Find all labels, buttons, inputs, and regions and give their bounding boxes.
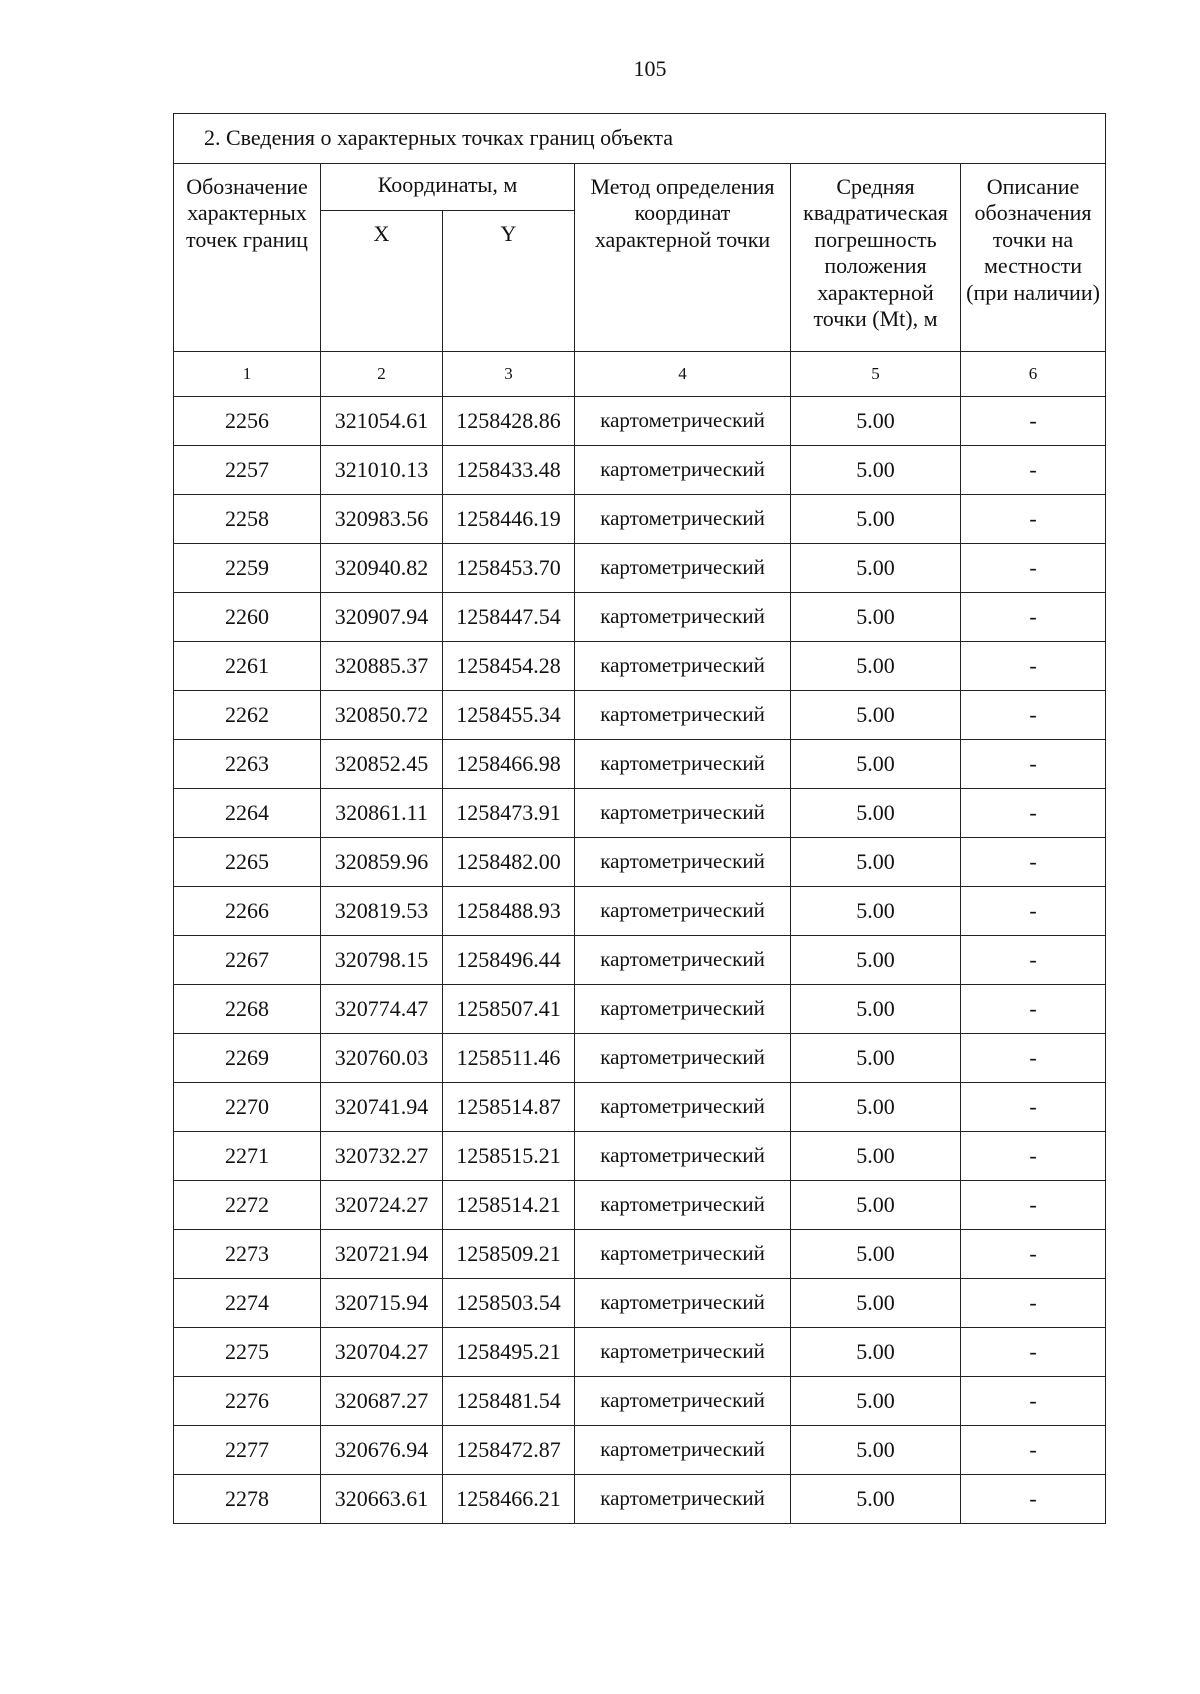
point-id-cell: 2262 xyxy=(174,691,321,740)
description-cell: - xyxy=(961,1279,1106,1328)
method-cell: картометрический xyxy=(575,1279,791,1328)
method-cell: картометрический xyxy=(575,642,791,691)
accuracy-cell: 5.00 xyxy=(791,838,961,887)
y-coordinate-cell: 1258509.21 xyxy=(443,1230,575,1279)
description-cell: - xyxy=(961,936,1106,985)
accuracy-cell: 5.00 xyxy=(791,544,961,593)
header-row-top xyxy=(174,164,1106,211)
point-id-cell: 2267 xyxy=(174,936,321,985)
column-number: 1 xyxy=(174,352,321,397)
header-x: X xyxy=(321,211,443,352)
accuracy-cell: 5.00 xyxy=(791,887,961,936)
point-id-cell: 2274 xyxy=(174,1279,321,1328)
table-row xyxy=(174,1230,1106,1279)
x-coordinate-cell: 320861.11 xyxy=(321,789,443,838)
x-coordinate-cell: 320715.94 xyxy=(321,1279,443,1328)
table-row xyxy=(174,1328,1106,1377)
x-coordinate-cell: 320676.94 xyxy=(321,1426,443,1475)
accuracy-cell: 5.00 xyxy=(791,740,961,789)
method-cell: картометрический xyxy=(575,1475,791,1524)
accuracy-cell: 5.00 xyxy=(791,593,961,642)
header-coordinates: Координаты, м xyxy=(321,164,575,211)
table-row xyxy=(174,838,1106,887)
header-method: Метод определения координат характерной точки xyxy=(575,164,791,352)
y-coordinate-cell: 1258495.21 xyxy=(443,1328,575,1377)
point-id-cell: 2269 xyxy=(174,1034,321,1083)
description-cell: - xyxy=(961,397,1106,446)
accuracy-cell: 5.00 xyxy=(791,1279,961,1328)
section-title-row xyxy=(174,114,1106,164)
x-coordinate-cell: 320721.94 xyxy=(321,1230,443,1279)
method-cell: картометрический xyxy=(575,740,791,789)
description-cell: - xyxy=(961,544,1106,593)
accuracy-cell: 5.00 xyxy=(791,446,961,495)
y-coordinate-cell: 1258488.93 xyxy=(443,887,575,936)
x-coordinate-cell: 320732.27 xyxy=(321,1132,443,1181)
x-coordinate-cell: 321054.61 xyxy=(321,397,443,446)
column-number: 4 xyxy=(575,352,791,397)
table-row xyxy=(174,1475,1106,1524)
method-cell: картометрический xyxy=(575,1132,791,1181)
y-coordinate-cell: 1258472.87 xyxy=(443,1426,575,1475)
y-coordinate-cell: 1258454.28 xyxy=(443,642,575,691)
boundary-points-table xyxy=(173,113,1106,1524)
y-coordinate-cell: 1258455.34 xyxy=(443,691,575,740)
x-coordinate-cell: 320760.03 xyxy=(321,1034,443,1083)
method-cell: картометрический xyxy=(575,789,791,838)
method-cell: картометрический xyxy=(575,1230,791,1279)
column-number: 3 xyxy=(443,352,575,397)
method-cell: картометрический xyxy=(575,985,791,1034)
method-cell: картометрический xyxy=(575,1034,791,1083)
table-row xyxy=(174,544,1106,593)
point-id-cell: 2264 xyxy=(174,789,321,838)
point-id-cell: 2257 xyxy=(174,446,321,495)
accuracy-cell: 5.00 xyxy=(791,1328,961,1377)
table-row xyxy=(174,691,1106,740)
y-coordinate-cell: 1258446.19 xyxy=(443,495,575,544)
accuracy-cell: 5.00 xyxy=(791,789,961,838)
description-cell: - xyxy=(961,1377,1106,1426)
y-coordinate-cell: 1258473.91 xyxy=(443,789,575,838)
point-id-cell: 2276 xyxy=(174,1377,321,1426)
y-coordinate-cell: 1258503.54 xyxy=(443,1279,575,1328)
y-coordinate-cell: 1258507.41 xyxy=(443,985,575,1034)
description-cell: - xyxy=(961,1475,1106,1524)
header-accuracy: Средняя квадратическая погрешность положения характерной точки (Mt), м xyxy=(791,164,961,352)
y-coordinate-cell: 1258447.54 xyxy=(443,593,575,642)
method-cell: картометрический xyxy=(575,1083,791,1132)
description-cell: - xyxy=(961,887,1106,936)
method-cell: картометрический xyxy=(575,446,791,495)
x-coordinate-cell: 320687.27 xyxy=(321,1377,443,1426)
accuracy-cell: 5.00 xyxy=(791,1377,961,1426)
column-number-row xyxy=(174,352,1106,397)
table-row xyxy=(174,1181,1106,1230)
table-row xyxy=(174,593,1106,642)
method-cell: картометрический xyxy=(575,1426,791,1475)
table-row xyxy=(174,1083,1106,1132)
description-cell: - xyxy=(961,1132,1106,1181)
accuracy-cell: 5.00 xyxy=(791,1181,961,1230)
method-cell: картометрический xyxy=(575,1181,791,1230)
header-designation: Обозначение характерных точек границ xyxy=(174,164,321,352)
table-row xyxy=(174,985,1106,1034)
y-coordinate-cell: 1258515.21 xyxy=(443,1132,575,1181)
method-cell: картометрический xyxy=(575,691,791,740)
method-cell: картометрический xyxy=(575,936,791,985)
method-cell: картометрический xyxy=(575,397,791,446)
x-coordinate-cell: 320859.96 xyxy=(321,838,443,887)
x-coordinate-cell: 320850.72 xyxy=(321,691,443,740)
accuracy-cell: 5.00 xyxy=(791,1426,961,1475)
point-id-cell: 2270 xyxy=(174,1083,321,1132)
y-coordinate-cell: 1258433.48 xyxy=(443,446,575,495)
point-id-cell: 2271 xyxy=(174,1132,321,1181)
point-id-cell: 2268 xyxy=(174,985,321,1034)
table-row xyxy=(174,397,1106,446)
method-cell: картометрический xyxy=(575,544,791,593)
accuracy-cell: 5.00 xyxy=(791,936,961,985)
table-row xyxy=(174,887,1106,936)
point-id-cell: 2278 xyxy=(174,1475,321,1524)
y-coordinate-cell: 1258481.54 xyxy=(443,1377,575,1426)
y-coordinate-cell: 1258514.87 xyxy=(443,1083,575,1132)
y-coordinate-cell: 1258453.70 xyxy=(443,544,575,593)
y-coordinate-cell: 1258514.21 xyxy=(443,1181,575,1230)
y-coordinate-cell: 1258482.00 xyxy=(443,838,575,887)
description-cell: - xyxy=(961,740,1106,789)
y-coordinate-cell: 1258428.86 xyxy=(443,397,575,446)
column-number: 2 xyxy=(321,352,443,397)
method-cell: картометрический xyxy=(575,887,791,936)
x-coordinate-cell: 320741.94 xyxy=(321,1083,443,1132)
x-coordinate-cell: 320663.61 xyxy=(321,1475,443,1524)
method-cell: картометрический xyxy=(575,838,791,887)
x-coordinate-cell: 321010.13 xyxy=(321,446,443,495)
description-cell: - xyxy=(961,1034,1106,1083)
x-coordinate-cell: 320852.45 xyxy=(321,740,443,789)
accuracy-cell: 5.00 xyxy=(791,1475,961,1524)
description-cell: - xyxy=(961,446,1106,495)
description-cell: - xyxy=(961,642,1106,691)
description-cell: - xyxy=(961,691,1106,740)
method-cell: картометрический xyxy=(575,593,791,642)
point-id-cell: 2277 xyxy=(174,1426,321,1475)
point-id-cell: 2266 xyxy=(174,887,321,936)
table-row xyxy=(174,1034,1106,1083)
accuracy-cell: 5.00 xyxy=(791,985,961,1034)
accuracy-cell: 5.00 xyxy=(791,1132,961,1181)
table-row xyxy=(174,1132,1106,1181)
point-id-cell: 2260 xyxy=(174,593,321,642)
accuracy-cell: 5.00 xyxy=(791,397,961,446)
x-coordinate-cell: 320704.27 xyxy=(321,1328,443,1377)
accuracy-cell: 5.00 xyxy=(791,691,961,740)
description-cell: - xyxy=(961,1426,1106,1475)
column-number: 6 xyxy=(961,352,1106,397)
point-id-cell: 2272 xyxy=(174,1181,321,1230)
x-coordinate-cell: 320798.15 xyxy=(321,936,443,985)
table-row xyxy=(174,740,1106,789)
description-cell: - xyxy=(961,789,1106,838)
description-cell: - xyxy=(961,1230,1106,1279)
point-id-cell: 2263 xyxy=(174,740,321,789)
accuracy-cell: 5.00 xyxy=(791,1230,961,1279)
x-coordinate-cell: 320885.37 xyxy=(321,642,443,691)
description-cell: - xyxy=(961,985,1106,1034)
header-description: Описание обозначения точки на местности (при наличии) xyxy=(961,164,1106,352)
x-coordinate-cell: 320724.27 xyxy=(321,1181,443,1230)
point-id-cell: 2261 xyxy=(174,642,321,691)
method-cell: картометрический xyxy=(575,495,791,544)
x-coordinate-cell: 320940.82 xyxy=(321,544,443,593)
table-row xyxy=(174,495,1106,544)
point-id-cell: 2273 xyxy=(174,1230,321,1279)
page-number: 105 xyxy=(633,56,667,81)
point-id-cell: 2258 xyxy=(174,495,321,544)
table-row xyxy=(174,1377,1106,1426)
x-coordinate-cell: 320819.53 xyxy=(321,887,443,936)
point-id-cell: 2256 xyxy=(174,397,321,446)
section-title: 2. Сведения о характерных точках границ объекта xyxy=(174,114,1106,164)
table-row xyxy=(174,1279,1106,1328)
y-coordinate-cell: 1258511.46 xyxy=(443,1034,575,1083)
method-cell: картометрический xyxy=(575,1328,791,1377)
description-cell: - xyxy=(961,1181,1106,1230)
method-cell: картометрический xyxy=(575,1377,791,1426)
x-coordinate-cell: 320983.56 xyxy=(321,495,443,544)
description-cell: - xyxy=(961,838,1106,887)
description-cell: - xyxy=(961,1328,1106,1377)
accuracy-cell: 5.00 xyxy=(791,1034,961,1083)
y-coordinate-cell: 1258466.98 xyxy=(443,740,575,789)
table-row xyxy=(174,1426,1106,1475)
accuracy-cell: 5.00 xyxy=(791,1083,961,1132)
point-id-cell: 2259 xyxy=(174,544,321,593)
description-cell: - xyxy=(961,495,1106,544)
table-row xyxy=(174,642,1106,691)
header-y: Y xyxy=(443,211,575,352)
column-number: 5 xyxy=(791,352,961,397)
accuracy-cell: 5.00 xyxy=(791,642,961,691)
y-coordinate-cell: 1258466.21 xyxy=(443,1475,575,1524)
description-cell: - xyxy=(961,593,1106,642)
table-row xyxy=(174,789,1106,838)
x-coordinate-cell: 320907.94 xyxy=(321,593,443,642)
y-coordinate-cell: 1258496.44 xyxy=(443,936,575,985)
x-coordinate-cell: 320774.47 xyxy=(321,985,443,1034)
accuracy-cell: 5.00 xyxy=(791,495,961,544)
table-row xyxy=(174,446,1106,495)
table-row xyxy=(174,936,1106,985)
description-cell: - xyxy=(961,1083,1106,1132)
point-id-cell: 2275 xyxy=(174,1328,321,1377)
point-id-cell: 2265 xyxy=(174,838,321,887)
